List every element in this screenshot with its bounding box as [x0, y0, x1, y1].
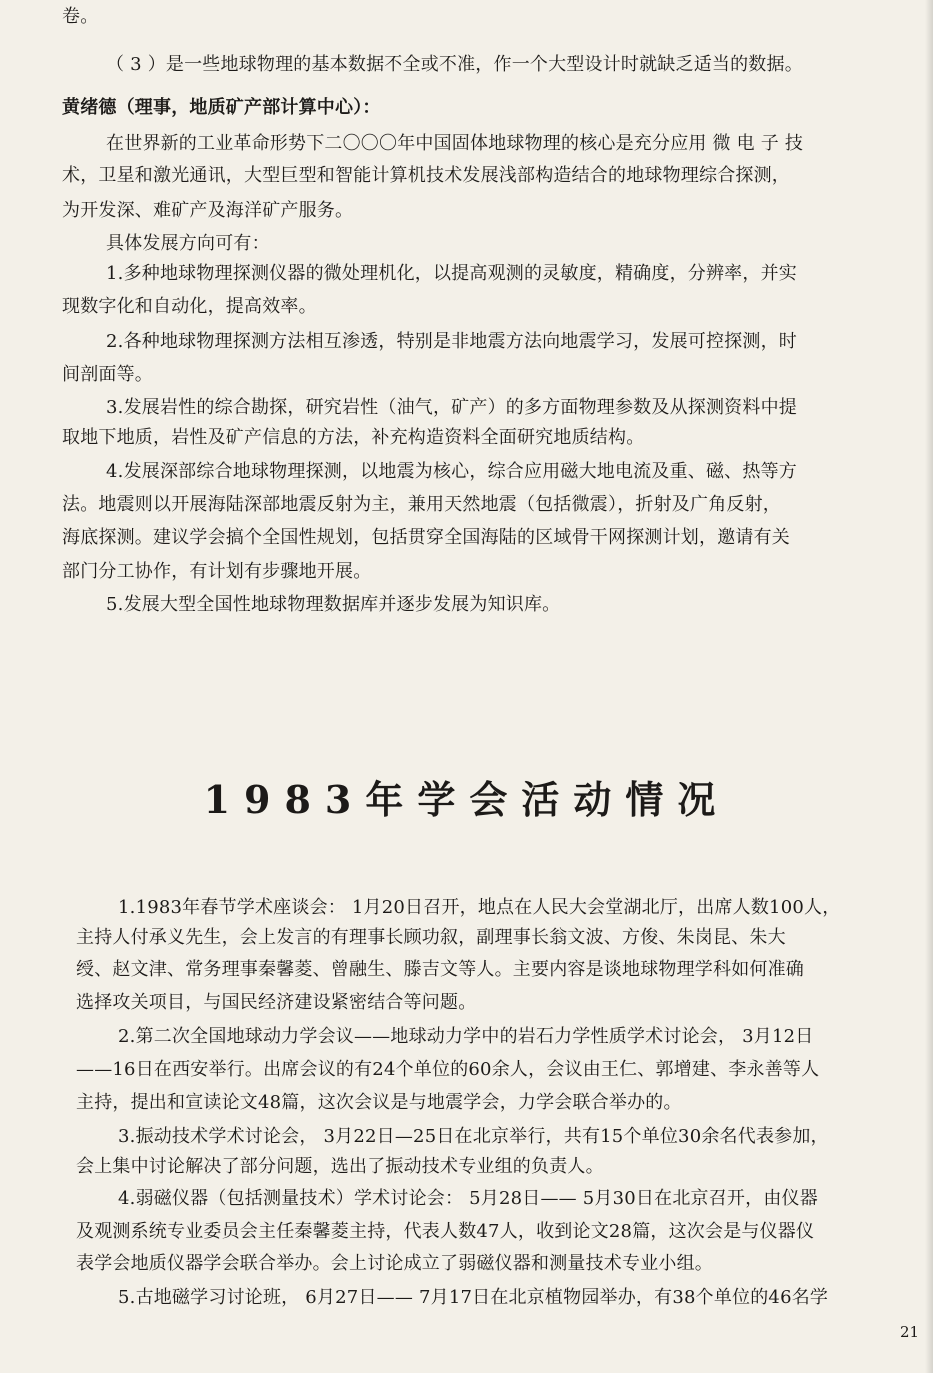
- text-line: 5.发展大型全国性地球物理数据库并逐步发展为知识库。: [106, 594, 561, 615]
- text-line: 法。地震则以开展海陆深部地震反射为主，兼用天然地震（包括微震），折射及广角反射，: [62, 494, 781, 515]
- text-line: 选择攻关项目，与国民经济建设紧密结合等问题。: [76, 992, 477, 1013]
- text-line: 4.弱磁仪器（包括测量技术）学术讨论会： 5月28日—— 5月30日在北京召开，由仪器: [118, 1188, 818, 1209]
- text-line: 2.各种地球物理探测方法相互渗透，特别是非地震方法向地震学习，发展可控探测，时: [106, 331, 797, 352]
- text-line: 具体发展方向可有：: [106, 233, 270, 254]
- text-line: ——16日在西安举行。出席会议的有24个单位的60余人，会议由王仁、郭增建、李永善等人: [76, 1059, 820, 1080]
- text-line: 主持人付承义先生，会上发言的有理事长顾功叙，副理事长翁文波、方俊、朱岗昆、朱大: [76, 927, 786, 948]
- text-line: 5.古地磁学习讨论班， 6月27日—— 7月17日在北京植物园举办，有38个单位的46名学: [118, 1287, 829, 1308]
- page-edge-shadow: [925, 0, 933, 1373]
- text-line: 取地下地质，岩性及矿产信息的方法，补充构造资料全面研究地质结构。: [62, 427, 645, 448]
- speaker-heading: 黄绪德（理事，地质矿产部计算中心）：: [62, 97, 381, 118]
- text-line: 绶、赵文津、常务理事秦馨菱、曾融生、滕吉文等人。主要内容是谈地球物理学科如何准确: [76, 959, 804, 980]
- text-line: 现数字化和自动化，提高效率。: [62, 296, 317, 317]
- text-line: 术，卫星和激光通讯，大型巨型和智能计算机技术发展浅部构造结合的地球物理综合探测，: [62, 165, 790, 186]
- section-title: 1983年学会活动情况: [203, 777, 730, 822]
- text-line: 在世界新的工业革命形势下二〇〇〇年中国固体地球物理的核心是充分应用 微 电 子 技: [106, 133, 804, 154]
- page-number: 21: [900, 1323, 920, 1341]
- text-line: 间剖面等。: [62, 364, 153, 385]
- text-line: 主持，提出和宣读论文48篇，这次会议是与地震学会，力学会联合举办的。: [76, 1092, 682, 1113]
- text-line: 部门分工协作，有计划有步骤地开展。: [62, 561, 372, 582]
- text-line: 1.多种地球物理探测仪器的微处理机化，以提高观测的灵敏度，精确度，分辨率，并实: [106, 263, 797, 284]
- text-line: 3.发展岩性的综合勘探，研究岩性（油气，矿产）的多方面物理参数及从探测资料中提: [106, 397, 797, 418]
- text-line: （ 3 ）是一些地球物理的基本数据不全或不准，作一个大型设计时就缺乏适当的数据。: [106, 54, 803, 75]
- text-line: 2.第二次全国地球动力学会议——地球动力学中的岩石力学性质学术讨论会， 3月12日: [118, 1026, 814, 1047]
- text-line: 表学会地质仪器学会联合举办。会上讨论成立了弱磁仪器和测量技术专业小组。: [76, 1253, 713, 1274]
- text-line: 3.振动技术学术讨论会， 3月22日—25日在北京举行，共有15个单位30余名代表参加，: [118, 1126, 829, 1147]
- text-line: 为开发深、难矿产及海洋矿产服务。: [62, 200, 354, 221]
- text-line: 卷。: [62, 6, 99, 27]
- text-line: 海底探测。建议学会搞个全国性规划，包括贯穿全国海陆的区域骨干网探测计划，邀请有关: [62, 527, 790, 548]
- text-line: 会上集中讨论解决了部分问题，选出了振动技术专业组的负责人。: [76, 1156, 604, 1177]
- text-line: 1.1983年春节学术座谈会： 1月20日召开，地点在人民大会堂湖北厅，出席人数100人，: [118, 897, 841, 918]
- text-line: 4.发展深部综合地球物理探测，以地震为核心，综合应用磁大地电流及重、磁、热等方: [106, 461, 797, 482]
- text-line: 及观测系统专业委员会主任秦馨菱主持，代表人数47人，收到论文28篇，这次会是与仪器仪: [76, 1221, 815, 1242]
